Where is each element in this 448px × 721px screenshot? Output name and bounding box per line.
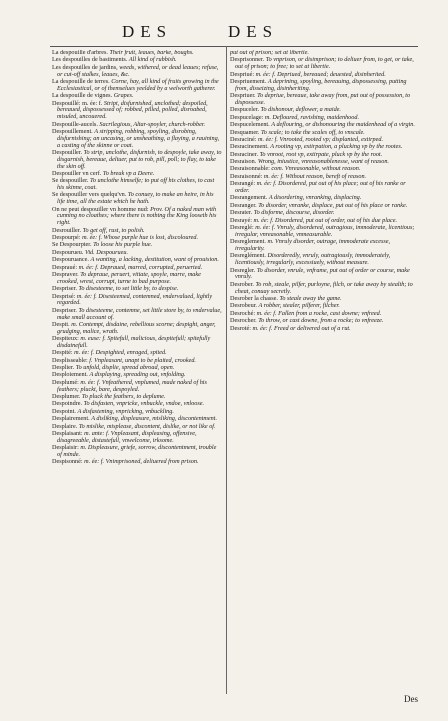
entry-headword: Desrangé: [230, 180, 256, 188]
entry-headword: Despouillé: m. ée: f. [52, 99, 103, 107]
dictionary-entry [52, 65, 222, 79]
dictionary-entry [52, 380, 222, 394]
dictionary-entry [230, 181, 416, 195]
entry-definition: To mislike, misplease, discontent, dislike, or not like of. [78, 422, 216, 430]
entry-definition: m. ante: f. Vnpleasant, displeasing, offensive, disagreeable, distastefull, vnwelcome, irksome. [57, 430, 197, 444]
column-divider [226, 46, 227, 694]
entry-headword: La despouille de vignes. [52, 92, 113, 100]
entry-definition: m. ée: f. Without reason, bereft of reason. [263, 172, 367, 180]
entry-definition: Vid. Despourueu. [85, 248, 129, 256]
entry-headword: Les despouilles de bastiments. [52, 56, 128, 64]
entry-headword: Desploiement. [52, 371, 88, 379]
entry-headword: Se Despourpter. [52, 241, 92, 249]
entry-headword: Desplaisant: [52, 430, 83, 438]
entry-headword: Desplumer. [52, 393, 81, 401]
entry-headword: La despouille d'arbres. [52, 50, 108, 56]
entry-definition: To break vp a Deere. [102, 169, 155, 177]
dictionary-entry [230, 239, 416, 253]
entry-definition: To strip, unclothe, disfurnish, to despoyle, take away, to disgarnish, bereaue, deliuer, put to rob, pill, poll; to flay, to take the skin off. [57, 148, 222, 170]
entry-headword: Despouiller vn cerf. [52, 169, 102, 177]
entry-headword: Desreglé: [230, 224, 254, 231]
entry-definition: Stript, disfurnished, unclothed; despoiled, bereaued, dispossessed of; robbed, pilled, polled, disroabed, misuled, uncouered. [57, 99, 208, 121]
entry-definition: Disorderedly, vnruly, outragiously, immoderately, licentiously, irregularly, excessiuely, without measure. [235, 252, 391, 267]
entry-headword: Despouillement. [52, 127, 93, 135]
catchword: Des [404, 694, 418, 704]
entry-headword: On ne peut despouiller vn homme nud: [52, 205, 149, 213]
entry-definition: A rooting vp, extirpation, a plucking vp by the rootes. [270, 143, 403, 151]
entry-headword: Desranger. [230, 201, 257, 209]
entry-headword: Despriué: [230, 70, 255, 78]
dictionary-entry [52, 336, 222, 350]
entry-definition: m. ée: f. Fallen from a rocke, cast downe; vnfreed. [256, 309, 382, 317]
entry-headword: Despriuer. [230, 92, 256, 100]
dictionary-entry [230, 268, 416, 282]
entry-headword: Desrocher. [230, 317, 257, 325]
dictionary-entry [52, 192, 222, 206]
entry-definition: To dishonour, deflower, a maide. [260, 106, 341, 114]
entry-headword: Despoint. [52, 407, 76, 415]
entry-headword: Desprisé: [52, 292, 76, 300]
dictionary-entry [52, 445, 222, 459]
entry-definition: m. ée: f. Disordered, put out of order, out of his due place. [253, 216, 398, 224]
entry-definition: A displaying, spreading out, vnfolding. [89, 371, 186, 379]
dictionary-entry [52, 294, 222, 308]
entry-definition: To steale away the game. [279, 294, 342, 302]
entry-headword: Despourueu. [52, 248, 84, 256]
entry-headword: Despraué: [52, 263, 78, 271]
entry-definition: To get off, rust, to polish. [82, 226, 145, 234]
entry-headword: Desplaisir: [52, 444, 79, 452]
entry-headword: Despriuement. [230, 77, 267, 85]
entry-headword: Desroché: [230, 309, 256, 317]
entry-headword: Despraver. [52, 270, 79, 278]
entry-headword: Despriser. [52, 285, 77, 293]
dictionary-entry [230, 93, 416, 107]
entry-headword: Desroté: [230, 324, 251, 332]
entry-definition: Grapes. [113, 92, 134, 100]
dictionary-entry [230, 253, 416, 267]
entry-headword: Desrobeur. [230, 302, 257, 310]
entry-definition: A disliking, displeasure, misliking, discontentment. [91, 415, 217, 423]
dictionary-entry [230, 225, 416, 239]
entry-headword: Desraisonnable: [230, 165, 270, 173]
entry-definition: To vnroot, root vp, extirpate, pluck vp by the root. [259, 150, 383, 158]
entry-headword: Desreglement. [230, 238, 266, 246]
dictionary-entry [230, 57, 416, 71]
entry-definition: weeds, withered, or dead leaues; refuse, or cut-off stalkes, leaues, &c. [57, 63, 219, 78]
entry-definition: A robber, stealer, pilferer, filcher. [258, 302, 340, 310]
entry-definition: Sacrilegious, Altar-spoyler, church-robber. [99, 120, 206, 128]
entry-definition: A stripping, robbing, spoyling, disrobing, disfurnishing; an uncasing, or unsheathing, a flaying, a rauining, a casting of the skinne or coat. [57, 127, 220, 149]
entry-definition: com. Vnreasonable, without reason. [271, 165, 361, 173]
entry-headword: Desraciné: [230, 135, 257, 143]
entry-headword: Despoindre. [52, 400, 83, 408]
entry-definition: m. ée: f. Depriued, bereaued; deuested, disinherited. [255, 70, 386, 78]
entry-definition: m. ée: f. Vnfeathered, vnplumed, made naked of his feathers; pluckt, bare, despoyled. [57, 378, 207, 393]
entry-headword: Se despouiller. [52, 177, 89, 185]
entry-headword: Despiteux: [52, 335, 79, 343]
dictionary-entry [230, 282, 416, 296]
running-head-left: DES [122, 22, 173, 41]
right-column [230, 50, 416, 695]
entry-definition: m. ée: f. Disesteemed, contemned, vndervalued, lightly regarded. [57, 292, 213, 307]
entry-definition: m. ée: f. Vnimprisoned, deliuered from prison. [84, 458, 199, 466]
entry-headword: Desrangement. [230, 194, 268, 202]
entry-definition: To disorder, vnranke, displace, put out of his place or ranke. [258, 201, 408, 209]
entry-headword: Desraciner. [230, 150, 259, 158]
entry-headword: Desrayé: [230, 216, 252, 224]
entry-definition: Their fruit, leaues, barke, boughs. [109, 50, 194, 56]
entry-definition: A deprining, spoyling, bereauing, dispossessing, putting from, disseizing, disinheriting. [235, 77, 407, 92]
entry-headword: Despité: [52, 349, 73, 357]
entry-headword: Desrober la chasse. [230, 294, 278, 302]
entry-definition: A wanting, a lacking, destitution, want of prouision. [90, 256, 219, 264]
entry-headword: Desraison. [230, 158, 257, 166]
entry-headword: Desrater. [230, 209, 253, 217]
entry-headword: Desquamer. [230, 128, 260, 136]
entry-headword: Despriser. [52, 306, 77, 314]
entry-definition: To scale; to take the scales off, to vnscale. [260, 128, 365, 136]
entry-definition: m. Defloured, ravishing, maidenhood. [264, 113, 359, 121]
entry-definition: m. Contempt, disdaine, rebellious scorne; despight, anger, grudging, malice, wrath. [57, 320, 216, 335]
entry-definition: Corne, hay, all kind of fruits growing in the Ecclesiastical, or of themselues yeelded by a welworth gatherer. [57, 77, 219, 92]
left-column [52, 50, 222, 695]
entry-definition: To pluck the feathers, to deplume. [81, 393, 166, 401]
entry-definition: All kind of rubbish. [128, 56, 177, 64]
dictionary-entry [52, 150, 222, 170]
entry-headword: Despisonné: [52, 458, 83, 466]
entry-definition: m. ée: f. Vnruly, disordered, outragious, immoderate, licentious; irregular, vnreasonable, vnmeasurable. [235, 224, 415, 238]
entry-headword: Desracinement. [230, 143, 269, 151]
entry-definition: To throw, or cast downe, from a rocke; to vnfreeze. [258, 317, 384, 325]
entry-definition: m. ée: f. Vnrooted, rooted vp; displanted, extirped. [258, 135, 383, 143]
entry-definition: To conuey, to make an heire, in his life time, all the estate which he hath. [57, 191, 214, 206]
dictionary-entry [52, 129, 222, 149]
entry-definition: To vnprison, or disimprison; to deliuer from, to get, or take, out of prison; to free; to set at libertie. [235, 56, 414, 71]
entry-definition: To disfasten, vnpricke, vnbuckle, vndoe, vnloose. [83, 400, 205, 408]
dictionary-entry [230, 79, 416, 93]
entry-headword: Desplumé: [52, 378, 79, 386]
entry-headword: Desprisonner. [230, 56, 265, 64]
entry-headword: Desrouiller. [52, 226, 82, 234]
entry-definition: To unfold, displie, spread abroad, open. [75, 364, 175, 372]
dictionary-entry [52, 322, 222, 336]
entry-definition: To disesteeme, contemne, set little store by, to vndervalue, make small account of. [57, 306, 222, 321]
running-head [0, 22, 448, 42]
entry-definition: To loose his purple hue. [93, 241, 153, 249]
entry-headword: Desraisonné: [230, 172, 263, 180]
entry-headword: Desplier. [52, 364, 75, 372]
dictionary-entry [52, 101, 222, 121]
entry-definition: m. ée: f. Whose purple hue is lost, discoloured. [82, 234, 199, 242]
entry-definition: m. Displeasure, griefe, sorrow, discontentment, trouble of minde. [57, 444, 217, 458]
dictionary-entry [52, 272, 222, 286]
entry-headword: Despucelage: [230, 113, 264, 121]
entry-definition: To unclothe himselfe; to put off his clothes, to cast his skinne, coat. [57, 177, 215, 192]
entry-headword: Despouille-aucels. [52, 120, 98, 128]
entry-definition: m. ée: f. Despighted, enraged, spited. [74, 349, 167, 357]
running-head-right: DES [228, 22, 279, 41]
entry-headword: Despouiller. [52, 148, 83, 156]
entry-definition: m. euse: f. Spitefull, malicious, despitefull; spitefully disdainefull. [57, 335, 211, 349]
entry-headword: Despouruance. [52, 256, 89, 264]
entry-definition: m. ée: f. Depraued, marred, corrupted, peruerted. [78, 263, 203, 271]
entry-headword: Desrober. [230, 280, 254, 288]
entry-headword: Desplisseable: [52, 356, 88, 364]
dictionary-entry [52, 207, 222, 227]
entry-headword: Desplairement. [52, 415, 90, 423]
entry-definition: To depraue, peruert, vitiate, spoyle, marre, make crooked, wrest, corrupt, turne to bad purpose. [57, 270, 201, 285]
entry-headword: Desplaire. [52, 422, 78, 430]
dictionary-entry [52, 459, 222, 466]
entry-definition: A disordering, vnranking, displacing. [268, 194, 362, 202]
dictionary-entry [52, 79, 222, 93]
entry-definition: Prov. Of a naked man with cunning no cloathes; where there is nothing the King looseth his right. [57, 205, 217, 227]
entry-headword: Se despouiller vers quelqu'vn. [52, 191, 127, 199]
entry-headword: Despit. [52, 320, 70, 328]
entry-headword: La despouille de terres. [52, 77, 110, 85]
entry-definition: m. Vnruly disorder, outrage, immoderate excesse, irregularity. [235, 238, 391, 252]
dictionary-entry [230, 326, 416, 333]
entry-definition: A disfastening, vnpricking, vnbuckling. [77, 407, 174, 415]
dictionary-entry [52, 308, 222, 322]
entry-definition: To disforme, discourse, disorder. [253, 209, 335, 217]
entry-definition: m. ée: f. Disordered, put out of his place; out of his ranke or order. [235, 180, 406, 195]
entry-headword: Despourpé: [52, 234, 81, 242]
entry-headword: Desreglément. [230, 252, 266, 260]
entry-definition: put out of prison; set at libertie. [230, 50, 309, 56]
dictionary-entry [52, 431, 222, 445]
entry-definition: f. Vnpleasant, unapt to be plaited, crooked. [89, 356, 196, 364]
entry-definition: To depriue, bereaue, take away from, put out of possession, to dispossesse. [235, 92, 411, 106]
entry-headword: Despuceler. [230, 106, 260, 114]
entry-definition: Wrong, iniustice, vnreasonablenesse, want of reason. [257, 158, 389, 166]
entry-definition: To disesteeme, to set little by, to despise. [78, 285, 179, 293]
dictionary-entry [52, 178, 222, 192]
entry-headword: Les despouilles de jardins, [52, 63, 118, 71]
header-rule [50, 46, 418, 47]
entry-headword: Despucelement. [230, 121, 270, 129]
entry-definition: To rob, steale, pilfer, purloyne, filch, or take away by stealth; to cheat, conuay secretly. [235, 280, 413, 295]
entry-definition: m. ée: f. Freed or delivered out of a rut. [252, 324, 351, 332]
entry-definition: To disorder, vnrule, vnframe, put out of order or course, make vnruly. [235, 266, 410, 281]
entry-headword: Desregler. [230, 266, 256, 274]
entry-definition: A deflouring, or dishonouring the maidenhead of a virgin. [271, 121, 415, 129]
